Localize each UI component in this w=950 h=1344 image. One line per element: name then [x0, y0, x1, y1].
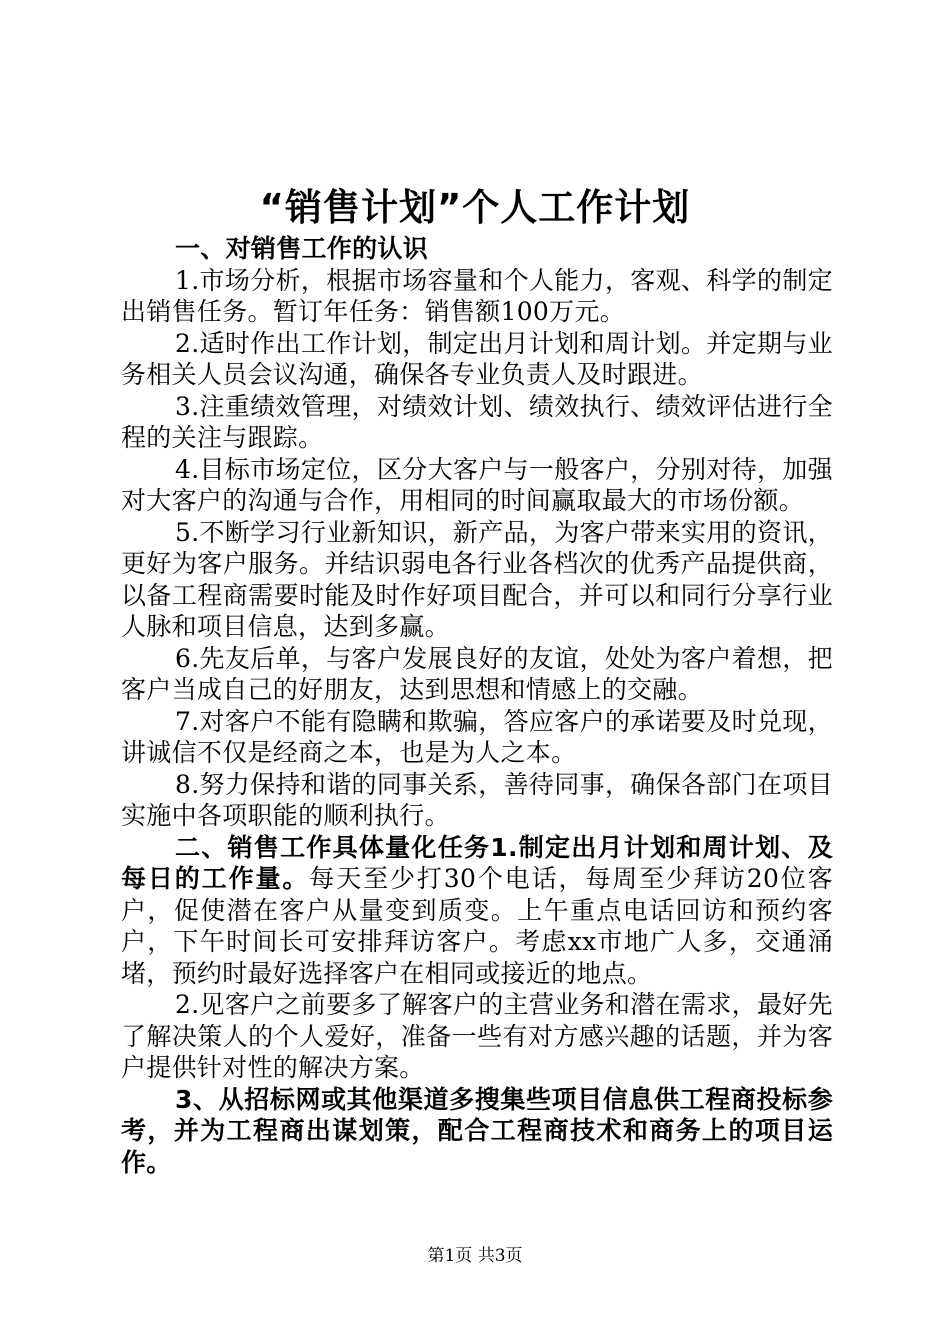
paragraph-item-5: 5.不断学习行业新知识，新产品，为客户带来实用的资讯，更好为客户服务。并结识弱电各行业各档次的优秀产品提供商，以备工程商需要时能及时作好项目配合，并可以和同行分享行业人脉和项目信息，达到多赢。: [121, 517, 833, 641]
section-2-task-3: 3、从招标网或其他渠道多搜集些项目信息供工程商投标参考，并为工程商出谋划策，配合工程商技术和商务上的项目运作。: [121, 1084, 833, 1177]
section-heading-2: 二、销售工作具体量化任务1.制定出月计划和周计划、及每日的工作量。: [121, 832, 833, 893]
paragraph-item-2: 2.适时作出工作计划，制定出月计划和周计划。并定期与业务相关人员会议沟通，确保各专业负责人及时跟进。: [121, 328, 833, 389]
document-title: “销售计划”个人工作计划: [259, 186, 691, 229]
paragraph-item-4: 4.目标市场定位，区分大客户与一般客户，分别对待，加强对大客户的沟通与合作，用相同的时间赢取最大的市场份额。: [121, 454, 833, 515]
paragraph-item-7: 7.对客户不能有隐瞒和欺骗，答应客户的承诺要及时兑现，讲诚信不仅是经商之本，也是为人之本。: [121, 706, 833, 767]
paragraph-item-1: 1.市场分析，根据市场容量和个人能力，客观、科学的制定出销售任务。暂订年任务：销售额100万元。: [121, 265, 833, 326]
section-2-task-1-text: 每天至少打30个电话，每周至少拜访20位客户，促使潜在客户从量变到质变。上午重点电话回访和预约客户，下午时间长可安排拜访客户。考虑xx市地广人多，交通涌堵，预约时最好选择客户在相同或接近的地点。: [121, 864, 833, 988]
page-footer: 第1页 共3页: [427, 1246, 523, 1266]
section-heading-1: 一、对销售工作的认识: [175, 234, 429, 263]
paragraph-item-8: 8.努力保持和谐的同事关系，善待同事，确保各部门在项目实施中各项职能的顺利执行。: [121, 769, 833, 830]
document-body: [121, 233, 833, 1178]
section-2-task-2: 2.见客户之前要多了解客户的主营业务和潜在需求，最好先了解决策人的个人爱好，准备一些有对方感兴趣的话题，并为客户提供针对性的解决方案。: [121, 990, 833, 1082]
section-heading-2-paragraph: [121, 832, 833, 990]
paragraph-item-3: 3.注重绩效管理，对绩效计划、绩效执行、绩效评估进行全程的关注与跟踪。: [121, 391, 833, 452]
paragraph-item-6: 6.先友后单，与客户发展良好的友谊，处处为客户着想，把客户当成自己的好朋友，达到思想和情感上的交融。: [121, 643, 833, 704]
